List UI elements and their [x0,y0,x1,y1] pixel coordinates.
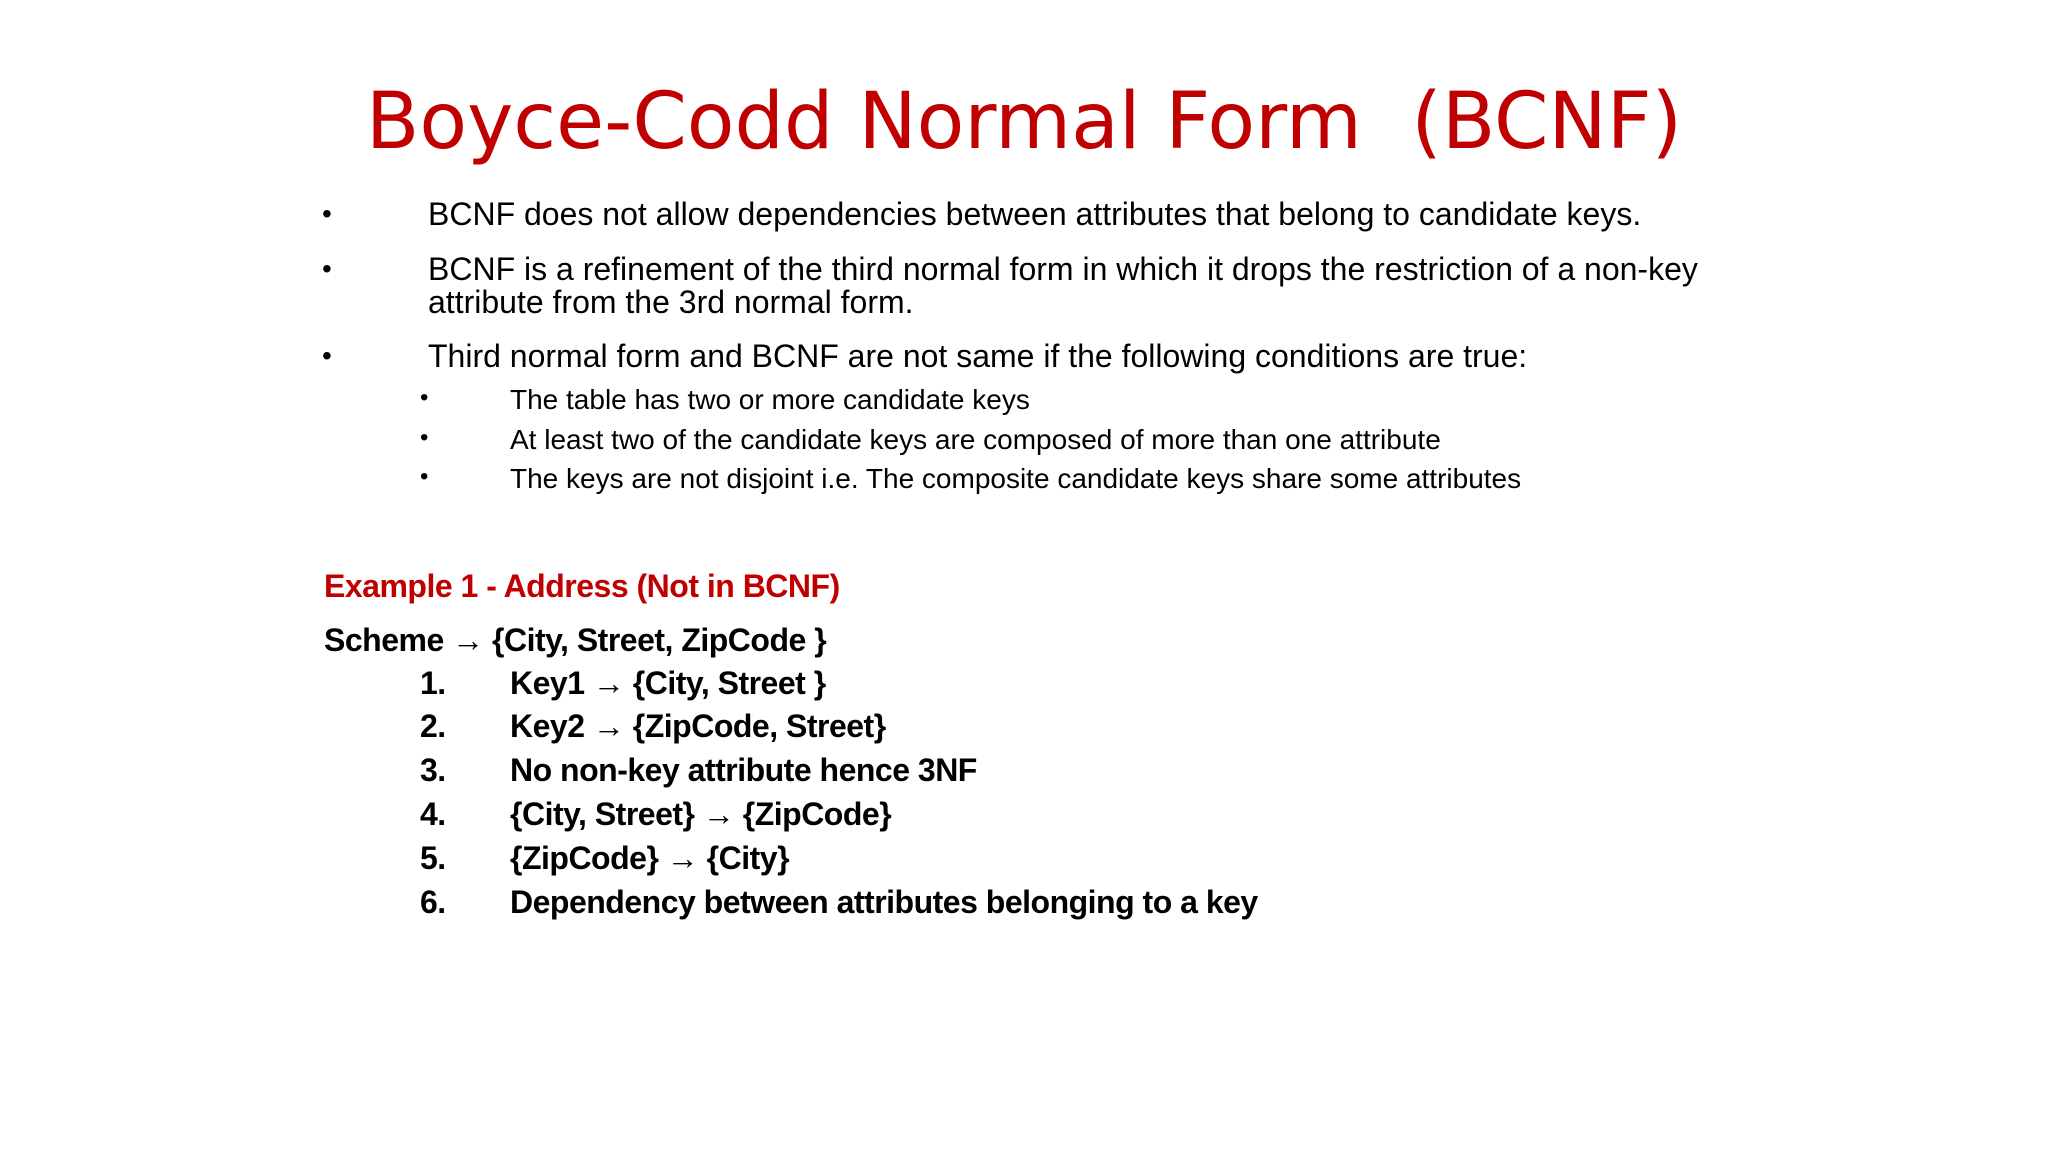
bullet-text: BCNF is a refinement of the third normal form in which it drops the restriction of a non-key attribute from the 3rd normal form. [428,251,1698,320]
bullet-text: BCNF does not allow dependencies between attributes that belong to candidate keys. [428,196,1642,232]
item-number: 3. [420,752,446,788]
bullet-marker: • [420,424,429,451]
bullet-marker: • [322,340,332,371]
item-number: 5. [420,840,446,876]
item-number: 1. [420,665,446,701]
sub-bullet-text: The table has two or more candidate keys [510,384,1030,415]
example-heading: Example 1 - Address (Not in BCNF) [324,568,840,604]
sub-bullet-text: The keys are not disjoint i.e. The composite candidate keys share some attributes [510,463,1522,494]
bullet-marker: • [322,198,332,229]
scheme-line: Scheme → {City, Street, ZipCode } [324,622,827,658]
item-number: 6. [420,884,446,920]
item-text: Dependency between attributes belonging to a key [510,884,1258,920]
bullet-marker: • [322,253,332,284]
item-text: Key2 → {ZipCode, Street} [510,708,886,744]
bullet-marker: • [420,463,429,490]
item-number: 4. [420,796,446,832]
bullet-text: Third normal form and BCNF are not same if the following conditions are true: [428,338,1528,374]
slide-title: Boyce-Codd Normal Form (BCNF) [365,77,1683,167]
item-text: No non-key attribute hence 3NF [510,752,977,788]
item-number: 2. [420,708,446,744]
sub-bullet-text: At least two of the candidate keys are composed of more than one attribute [510,424,1441,455]
item-text: {City, Street} → {ZipCode} [510,796,892,832]
bullet-marker: • [420,384,429,411]
item-text: Key1 → {City, Street } [510,665,826,701]
item-text: {ZipCode} → {City} [510,840,790,876]
